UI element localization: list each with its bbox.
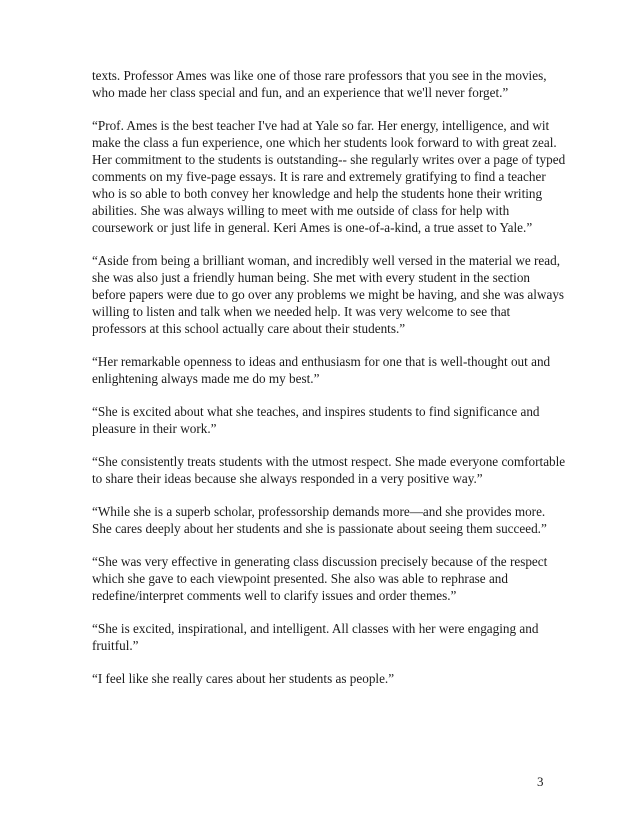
paragraph-line: redefine/interpret comments well to clarify issues and order themes.” xyxy=(92,588,457,603)
paragraph-4 xyxy=(92,353,562,387)
paragraph-line: fruitful.” xyxy=(92,638,139,653)
paragraph-line: “She consistently treats students with the utmost respect. She made everyone comfortable xyxy=(92,454,566,469)
paragraph-line: who made her class special and fun, and an experience that we'll never forget.” xyxy=(92,85,509,100)
page-body xyxy=(92,67,566,703)
paragraph-10 xyxy=(92,670,562,687)
paragraph-5 xyxy=(92,403,562,437)
paragraph-line: coursework or just life in general. Keri Ames is one-of-a-kind, a true asset to Yale.” xyxy=(92,220,533,235)
paragraph-line: “She is excited about what she teaches, and inspires students to find significance and xyxy=(92,404,540,419)
paragraph-line: she was also just a friendly human being. She met with every student in the section xyxy=(92,270,531,285)
paragraph-9 xyxy=(92,620,562,654)
paragraph-line: Her commitment to the students is outstanding-- she regularly writes over a page of typed xyxy=(92,152,566,167)
paragraph-6 xyxy=(92,453,566,487)
paragraph-line: which she gave to each viewpoint presented. She also was able to rephrase and xyxy=(92,571,508,586)
paragraph-7 xyxy=(92,503,562,537)
paragraph-line: pleasure in their work.” xyxy=(92,421,217,436)
paragraph-line: “While she is a superb scholar, professorship demands more—and she provides more. xyxy=(92,504,546,519)
paragraph-1 xyxy=(92,67,562,101)
paragraph-line: “Prof. Ames is the best teacher I've had at Yale so far. Her energy, intelligence, and wit xyxy=(92,118,550,133)
paragraph-line: “She is excited, inspirational, and intelligent. All classes with her were engaging and xyxy=(92,621,539,636)
paragraph-line: comments on my five-page essays. It is rare and extremely gratifying to find a teacher xyxy=(92,169,546,184)
paragraph-2 xyxy=(92,117,566,236)
paragraph-line: “She was very effective in generating class discussion precisely because of the respect xyxy=(92,554,548,569)
paragraph-line: professors at this school actually care about their students.” xyxy=(92,321,406,336)
paragraph-line: “I feel like she really cares about her students as people.” xyxy=(92,671,395,686)
paragraph-line: make the class a fun experience, one which her students look forward to with great zeal. xyxy=(92,135,557,150)
paragraph-line: She cares deeply about her students and she is passionate about seeing them succeed.” xyxy=(92,521,547,536)
paragraph-line: enlightening always made me do my best.” xyxy=(92,371,320,386)
paragraph-line: abilities. She was always willing to meet with me outside of class for help with xyxy=(92,203,510,218)
paragraph-8 xyxy=(92,553,562,604)
paragraph-line: before papers were due to go over any problems we might be having, and she was always xyxy=(92,287,565,302)
paragraph-line: “Her remarkable openness to ideas and enthusiasm for one that is well-thought out and xyxy=(92,354,551,369)
paragraph-line: “Aside from being a brilliant woman, and incredibly well versed in the material we read, xyxy=(92,253,560,268)
paragraph-line: who is so able to both convey her knowledge and help the students hone their writing xyxy=(92,186,543,201)
paragraph-3 xyxy=(92,252,565,337)
page-number: 3 xyxy=(537,774,544,789)
paragraph-line: texts. Professor Ames was like one of those rare professors that you see in the movies, xyxy=(92,68,547,83)
paragraph-line: willing to listen and talk when we needed help. It was very welcome to see that xyxy=(92,304,511,319)
paragraph-line: to share their ideas because she always responded in a very positive way.” xyxy=(92,471,483,486)
